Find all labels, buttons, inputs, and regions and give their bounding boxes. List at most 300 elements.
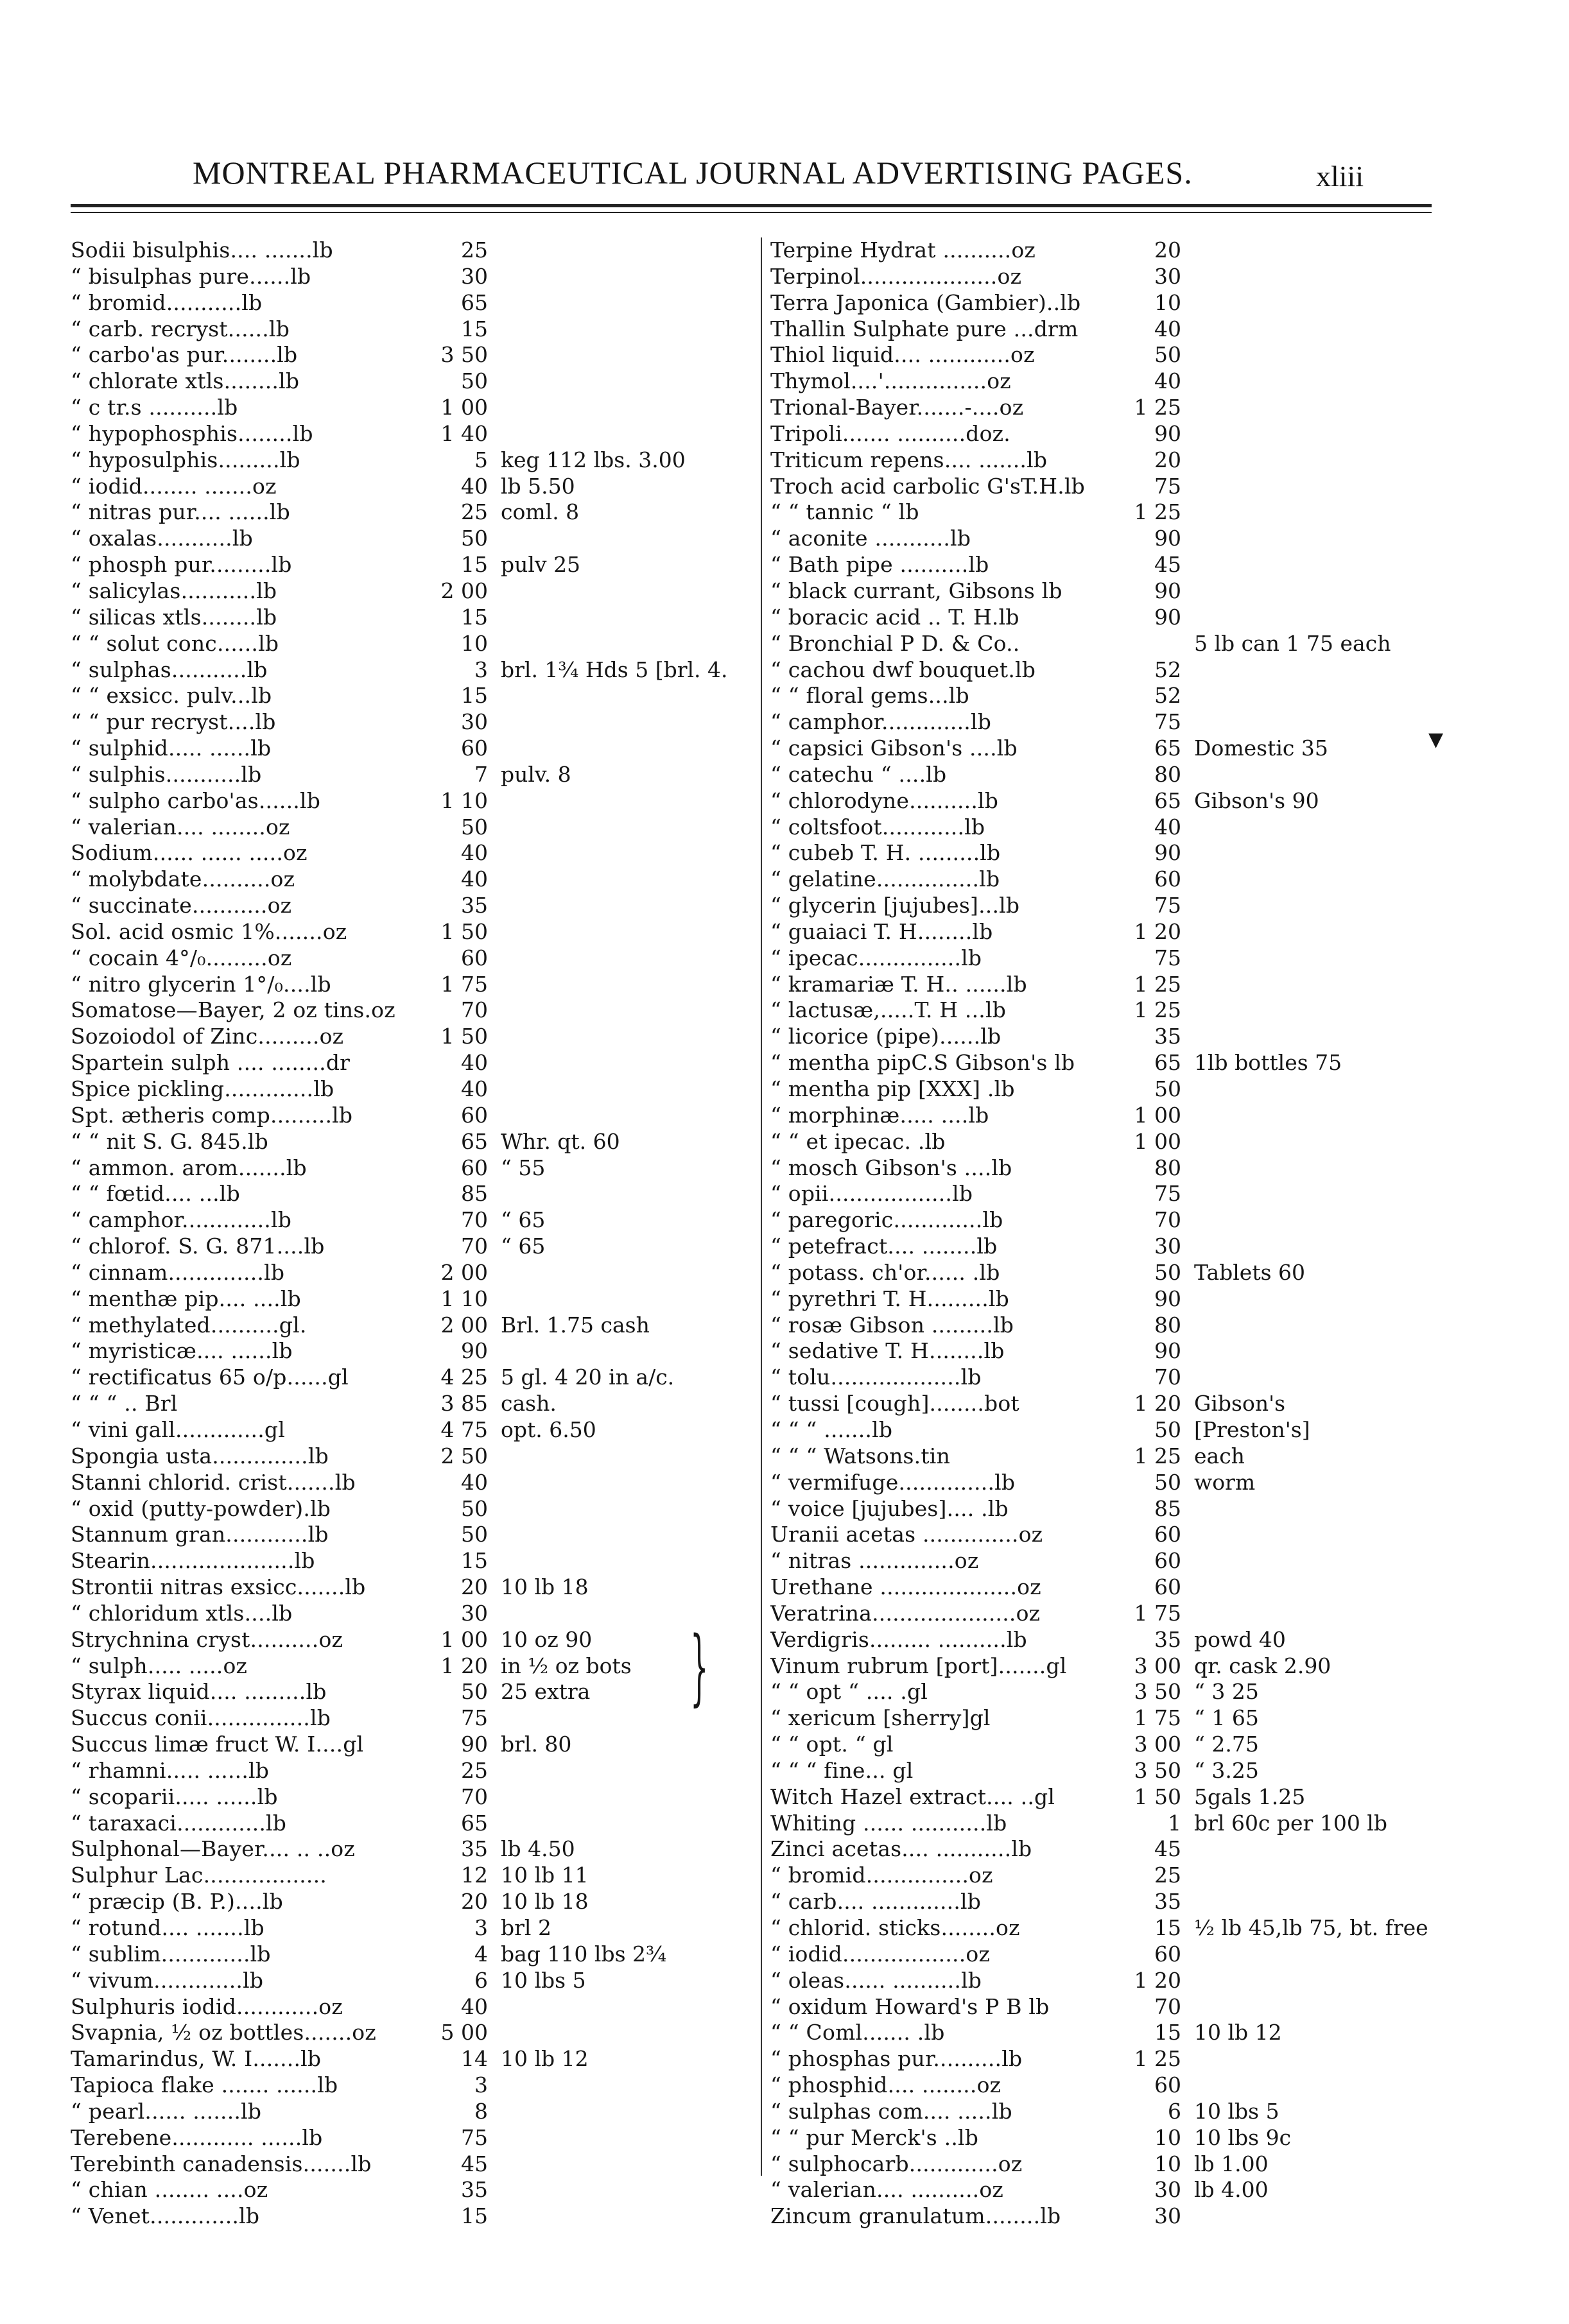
price-list-row	[71, 1574, 770, 1601]
item-price: 1 10	[440, 1286, 488, 1311]
item-price: 15	[461, 552, 488, 578]
price-list-row	[770, 788, 1515, 814]
item-note: keg 112 lbs. 3.00	[501, 447, 686, 472]
item-price: 35	[1154, 1626, 1181, 1652]
price-list-row	[71, 474, 770, 500]
price-list-row	[71, 2151, 770, 2178]
price-list-row	[71, 1705, 770, 1732]
price-list-row	[770, 1836, 1515, 1863]
item-name: “ nitras pur.... ......lb	[71, 499, 290, 525]
item-name: Svapnia, ½ oz bottles.......oz	[71, 2020, 376, 2045]
item-name: Sulphonal—Bayer.... .. ..oz	[71, 1836, 355, 1862]
item-name: Terebinth canadensis.......lb	[71, 2151, 372, 2176]
price-list-row	[71, 1784, 770, 1811]
price-list-row	[71, 1364, 770, 1391]
item-price: 40	[461, 1469, 488, 1495]
price-list-row	[71, 316, 770, 343]
item-note: 10 lb 12	[1194, 2020, 1282, 2045]
item-note: Gibson's	[1194, 1391, 1286, 1416]
item-name: “ mosch Gibson's ....lb	[770, 1155, 1012, 1180]
item-price: 1 25	[1134, 2046, 1181, 2072]
item-note: Tablets 60	[1194, 1259, 1306, 1285]
item-price: 7	[474, 761, 488, 787]
item-price: 1 75	[1134, 1600, 1181, 1626]
price-list-row	[71, 657, 770, 684]
item-note: Gibson's 90	[1194, 788, 1319, 813]
item-price: 65	[1154, 788, 1181, 813]
item-name: “ sulphis...........lb	[71, 761, 262, 787]
item-name: “ iodid........ .......oz	[71, 473, 277, 499]
item-price: 20	[1154, 447, 1181, 472]
price-list-row	[71, 499, 770, 526]
item-price: 1 20	[1134, 1967, 1181, 1993]
item-price: 30	[1154, 263, 1181, 289]
item-note: 10 lb 18	[501, 1574, 589, 1600]
item-name: “ “ opt. “ gl	[770, 1732, 894, 1757]
item-name: Spongia usta..............lb	[71, 1443, 329, 1468]
item-price: 60	[1154, 1941, 1181, 1967]
item-name: “ “ exsicc. pulv...lb	[71, 683, 272, 709]
item-name: “ “ solut conc......lb	[71, 630, 279, 656]
item-price: 60	[461, 1102, 488, 1128]
item-name: “ oxalas...........lb	[71, 526, 253, 551]
item-name: “ cinnam..............lb	[71, 1259, 285, 1285]
item-name: Terpinol....................oz	[770, 263, 1022, 289]
item-price: 15	[461, 316, 488, 341]
item-price: 1 25	[1134, 395, 1181, 420]
item-name: “ “ et ipecac. .lb	[770, 1128, 946, 1154]
item-name: “ “ “ fine... gl	[770, 1757, 914, 1783]
price-list-row	[71, 997, 770, 1024]
item-name: “ c tr.s ..........lb	[71, 395, 238, 420]
price-list-row	[770, 1260, 1515, 1286]
item-name: “ sulph..... .....oz	[71, 1653, 248, 1678]
item-price: 1 25	[1134, 997, 1181, 1023]
item-price: 40	[461, 1993, 488, 2019]
price-list-row	[770, 972, 1515, 998]
price-list-row	[770, 1994, 1515, 2020]
price-list-row	[770, 2151, 1515, 2178]
item-price: 3 85	[440, 1391, 488, 1416]
item-name: “ paregoric.............lb	[770, 1207, 1003, 1233]
price-list-row	[770, 1784, 1515, 1811]
item-name: “ bromid...........lb	[71, 289, 263, 315]
item-name: “ rosæ Gibson .........lb	[770, 1312, 1014, 1338]
item-price: 50	[1154, 1259, 1181, 1285]
price-list-row	[71, 683, 770, 709]
item-name: Whiting ...... ...........lb	[770, 1810, 1007, 1836]
item-price: 1 50	[440, 918, 488, 944]
item-name: “ “ Coml....... .lb	[770, 2020, 945, 2045]
item-name: Veratrina.....................oz	[770, 1600, 1041, 1626]
item-price: 25	[461, 499, 488, 525]
item-price: 85	[461, 1181, 488, 1207]
price-list-row	[770, 1313, 1515, 1339]
item-price: 90	[1154, 604, 1181, 630]
item-note: coml. 8	[501, 499, 580, 525]
price-list-row	[770, 447, 1515, 474]
item-name: “ oleas...... ..........lb	[770, 1967, 982, 1993]
price-list-row	[770, 395, 1515, 421]
item-name: “ sulphas...........lb	[71, 657, 268, 682]
item-price: 1 50	[1134, 1784, 1181, 1809]
price-list-row	[71, 1155, 770, 1182]
item-name: “ silicas xtls........lb	[71, 604, 277, 630]
price-list-row	[71, 1260, 770, 1286]
item-note: pulv. 8	[501, 761, 571, 787]
item-price: 75	[461, 2124, 488, 2150]
price-list-row	[71, 788, 770, 814]
item-price: 25	[461, 1757, 488, 1783]
price-list-row	[770, 1364, 1515, 1391]
item-name: “ chlorate xtls........lb	[71, 368, 300, 394]
price-list-row	[770, 290, 1515, 316]
price-list-row	[71, 866, 770, 893]
item-name: “ cocain 4°/₀.........oz	[71, 945, 292, 970]
item-name: Sulphur Lac..................	[71, 1863, 327, 1888]
item-name: “ iodid..................oz	[770, 1941, 991, 1967]
item-name: “ “ tannic “ lb	[770, 499, 919, 525]
item-name: “ nitro glycerin 1°/₀....lb	[71, 971, 331, 997]
price-list-row	[71, 2072, 770, 2099]
item-price: 1 25	[1134, 499, 1181, 525]
item-name: “ potass. ch'or...... .lb	[770, 1259, 1000, 1285]
item-name: “ hypophosphis........lb	[71, 420, 313, 446]
item-name: “ catechu “ ....lb	[770, 761, 947, 787]
item-name: “ opii..................lb	[770, 1181, 973, 1207]
price-list-row	[770, 1129, 1515, 1155]
item-price: 2 50	[440, 1443, 488, 1468]
price-list-row	[770, 2203, 1515, 2230]
item-name: Uranii acetas ..............oz	[770, 1522, 1043, 1547]
item-name: “ black currant, Gibsons lb	[770, 578, 1062, 603]
price-list-row	[770, 421, 1515, 447]
price-list-row	[71, 1496, 770, 1522]
item-name: Tapioca flake ....... ......lb	[71, 2072, 338, 2098]
item-name: “ cubeb T. H. .........lb	[770, 840, 1001, 866]
page-header-title: MONTREAL PHARMACEUTICAL JOURNAL ADVERTISING PAGES.	[193, 155, 1193, 191]
price-list-row	[770, 1155, 1515, 1182]
item-price: 35	[461, 2177, 488, 2203]
item-name: “ ipecac...............lb	[770, 945, 982, 970]
item-note: lb 1.00	[1194, 2151, 1269, 2176]
item-name: “ Bath pipe ..........lb	[770, 552, 989, 578]
item-name: “ vini gall.............gl	[71, 1416, 286, 1442]
item-note: 5 gl. 4 20 in a/c.	[501, 1364, 675, 1390]
item-name: “ phosph pur.........lb	[71, 552, 292, 578]
item-price: 2 00	[440, 1259, 488, 1285]
price-list-row	[770, 1207, 1515, 1234]
price-list-row	[71, 945, 770, 972]
price-list-row	[770, 578, 1515, 605]
price-list-row	[770, 474, 1515, 500]
item-price: 25	[461, 237, 488, 263]
item-name: Terra Japonica (Gambier)..lb	[770, 289, 1081, 315]
item-name: “ methylated..........gl.	[71, 1312, 307, 1338]
item-name: “ lactusæ,.....T. H ...lb	[770, 997, 1007, 1023]
item-name: Thiol liquid.... ............oz	[770, 342, 1035, 368]
item-price: 60	[1154, 2072, 1181, 2098]
price-list-row	[770, 342, 1515, 368]
item-name: “ chlorid. sticks........oz	[770, 1915, 1020, 1940]
left-price-column	[71, 237, 770, 2230]
item-price: 85	[1154, 1495, 1181, 1521]
item-name: “ valerian.... ..........oz	[770, 2177, 1004, 2203]
price-list-row	[71, 1024, 770, 1050]
item-name: “ Bronchial P D. & Co..	[770, 630, 1020, 656]
item-price: 4 25	[440, 1364, 488, 1390]
price-list-row	[71, 1470, 770, 1496]
item-name: Spice pickling.............lb	[71, 1076, 334, 1101]
item-name: “ taraxaci.............lb	[71, 1810, 287, 1836]
item-price: 50	[461, 814, 488, 839]
item-name: Thymol....'...............oz	[770, 368, 1011, 394]
item-price: 35	[461, 1836, 488, 1862]
item-price: 1 00	[1134, 1102, 1181, 1128]
item-price: 90	[461, 1338, 488, 1364]
price-list-row	[71, 1994, 770, 2020]
item-name: “ “ floral gems...lb	[770, 683, 969, 709]
item-price: 3 50	[1134, 1757, 1181, 1783]
item-note: 10 lbs 5	[1194, 2098, 1279, 2124]
item-price: 65	[461, 1128, 488, 1154]
item-price: 90	[1154, 1338, 1181, 1364]
item-name: Stearin.....................lb	[71, 1548, 315, 1574]
item-name: “ licorice (pipe)......lb	[770, 1024, 1001, 1049]
item-name: “ oxid (putty-powder).lb	[71, 1495, 331, 1521]
item-price: 80	[1154, 761, 1181, 787]
price-list-row	[770, 709, 1515, 736]
item-price: 30	[461, 263, 488, 289]
item-price: 50	[461, 368, 488, 394]
item-note: Brl. 1.75 cash	[501, 1312, 650, 1338]
price-list-row	[71, 1968, 770, 1994]
item-name: “ “ pur Merck's ..lb	[770, 2124, 979, 2150]
item-name: “ xericum [sherry]gl	[770, 1705, 991, 1731]
item-price: 65	[461, 289, 488, 315]
price-list-row	[71, 264, 770, 290]
price-list-row	[770, 945, 1515, 972]
item-price: 40	[461, 1076, 488, 1101]
item-price: 2 00	[440, 1312, 488, 1338]
price-list-row	[71, 1181, 770, 1207]
item-name: Sozoiodol of Zinc.........oz	[71, 1024, 344, 1049]
item-name: “ aconite ...........lb	[770, 526, 971, 551]
price-list-row	[71, 1601, 770, 1627]
item-price: 80	[1154, 1155, 1181, 1180]
item-name: “ chlorof. S. G. 871....lb	[71, 1234, 325, 1259]
item-price: 50	[461, 1495, 488, 1521]
item-price: 1 00	[440, 1626, 488, 1652]
item-note: worm	[1194, 1469, 1256, 1495]
item-note: 5gals 1.25	[1194, 1784, 1306, 1809]
item-price: 15	[461, 2203, 488, 2229]
item-price: 90	[1154, 1286, 1181, 1311]
right-brace-mark: }	[690, 1619, 709, 1715]
item-name: “ chloridum xtls....lb	[71, 1600, 293, 1626]
item-price: 40	[461, 473, 488, 499]
item-price: 52	[1154, 657, 1181, 682]
price-list-row	[770, 2177, 1515, 2203]
item-note: 1lb bottles 75	[1194, 1050, 1342, 1076]
item-note: Domestic 35	[1194, 736, 1328, 761]
price-list-row	[770, 1758, 1515, 1784]
item-note: “ 65	[501, 1207, 546, 1233]
item-name: “ sulphid..... ......lb	[71, 736, 272, 761]
item-price: 40	[1154, 368, 1181, 394]
price-list-row	[71, 1811, 770, 1837]
price-list-row	[71, 1050, 770, 1076]
item-note: “ 3.25	[1194, 1757, 1259, 1783]
item-name: “ vermifuge..............lb	[770, 1469, 1016, 1495]
item-name: “ guaiaci T. H........lb	[770, 918, 993, 944]
price-list-row	[71, 893, 770, 919]
item-price: 5	[474, 447, 488, 472]
item-price: 4 75	[440, 1416, 488, 1442]
price-list-row	[71, 1758, 770, 1784]
item-price: 1 20	[440, 1653, 488, 1678]
item-note: 10 oz 90	[501, 1626, 593, 1652]
item-name: “ nitras ..............oz	[770, 1548, 979, 1574]
item-name: “ succinate...........oz	[71, 893, 292, 918]
right-price-column	[770, 237, 1515, 2230]
item-name: “ vivum.............lb	[71, 1967, 264, 1993]
item-name: “ sublim.............lb	[71, 1941, 271, 1967]
price-list-row	[71, 972, 770, 998]
price-list-row	[71, 2099, 770, 2125]
item-price: 90	[1154, 840, 1181, 866]
price-list-row	[770, 2072, 1515, 2099]
item-price: 45	[1154, 552, 1181, 578]
price-list-row	[770, 1811, 1515, 1837]
item-name: “ rotund.... .......lb	[71, 1915, 264, 1940]
item-name: Terebene............ ......lb	[71, 2124, 323, 2150]
item-name: Somatose—Bayer, 2 oz tins.oz	[71, 997, 395, 1023]
price-list-row	[71, 1915, 770, 1941]
item-name: “ capsici Gibson's ....lb	[770, 736, 1018, 761]
item-note: “ 2.75	[1194, 1732, 1259, 1757]
item-note: 10 lbs 5	[501, 1967, 586, 1993]
item-price: 3 50	[1134, 1679, 1181, 1705]
price-list-row	[71, 447, 770, 474]
price-list-row	[770, 814, 1515, 841]
price-list-row	[770, 1391, 1515, 1417]
item-price: 70	[461, 997, 488, 1023]
item-price: 50	[1154, 1076, 1181, 1101]
price-list-row	[770, 736, 1515, 762]
item-name: “ gelatine...............lb	[770, 866, 1000, 892]
price-list-row	[71, 1313, 770, 1339]
item-note: lb 5.50	[501, 473, 575, 499]
item-price: 1 10	[440, 788, 488, 813]
item-note: bag 110 lbs 2¾	[501, 1941, 666, 1967]
item-price: 50	[461, 1522, 488, 1547]
item-name: “ Venet.............lb	[71, 2203, 260, 2229]
item-price: 20	[461, 1889, 488, 1915]
item-price: 1 20	[1134, 1391, 1181, 1416]
item-name: “ voice [jujubes].... .lb	[770, 1495, 1009, 1521]
price-list-row	[71, 1548, 770, 1574]
price-list-row	[71, 1522, 770, 1548]
price-list-row	[770, 893, 1515, 919]
item-price: 1 25	[1134, 971, 1181, 997]
item-name: Tamarindus, W. I.......lb	[71, 2046, 322, 2072]
item-price: 40	[461, 866, 488, 892]
item-note: pulv 25	[501, 552, 581, 578]
item-name: Urethane ....................oz	[770, 1574, 1041, 1600]
item-name: Troch acid carbolic G'sT.H.lb	[770, 473, 1085, 499]
item-name: Trional-Bayer.......-....oz	[770, 395, 1024, 420]
item-note: 5 lb can 1 75 each	[1194, 630, 1391, 656]
item-note: each	[1194, 1443, 1245, 1468]
price-list-row	[770, 1601, 1515, 1627]
price-list-row	[71, 1076, 770, 1103]
item-price: 70	[461, 1207, 488, 1233]
item-price: 35	[1154, 1889, 1181, 1915]
item-note: “ 1 65	[1194, 1705, 1259, 1731]
price-list-row	[71, 631, 770, 657]
item-name: Succus limæ fruct W. I....gl	[71, 1732, 364, 1757]
price-list-row	[770, 1627, 1515, 1653]
item-name: “ phosphid.... ........oz	[770, 2072, 1001, 2098]
item-price: 60	[1154, 1548, 1181, 1574]
item-price: 4	[474, 1941, 488, 1967]
item-note: powd 40	[1194, 1626, 1286, 1652]
price-list-row	[770, 499, 1515, 526]
item-price: 70	[1154, 1364, 1181, 1390]
item-price: 90	[1154, 578, 1181, 603]
price-list-row	[71, 919, 770, 945]
item-name: Tripoli....... ..........doz.	[770, 420, 1010, 446]
item-name: “ rhamni..... ......lb	[71, 1757, 270, 1783]
item-price: 1 20	[1134, 918, 1181, 944]
item-price: 35	[461, 893, 488, 918]
item-note: “ 65	[501, 1234, 546, 1259]
item-price: 30	[461, 709, 488, 735]
item-price: 25	[1154, 1863, 1181, 1888]
item-name: Sulphuris iodid............oz	[71, 1993, 343, 2019]
item-note: 25 extra	[501, 1679, 591, 1705]
price-list-row	[71, 237, 770, 264]
item-price: 30	[1154, 2177, 1181, 2203]
price-list-row	[770, 1732, 1515, 1758]
item-name: “ rectificatus 65 o/p......gl	[71, 1364, 349, 1390]
item-note: brl 2	[501, 1915, 551, 1940]
price-list-row	[770, 631, 1515, 657]
price-list-row	[71, 1338, 770, 1364]
item-name: Vinum rubrum [port].......gl	[770, 1653, 1067, 1678]
item-name: Stannum gran............lb	[71, 1522, 329, 1547]
item-name: “ petefract.... ........lb	[770, 1234, 998, 1259]
price-list-row	[770, 1522, 1515, 1548]
price-list-row	[71, 1732, 770, 1758]
item-price: 3 00	[1134, 1653, 1181, 1678]
item-note: 10 lb 11	[501, 1863, 589, 1888]
price-list-row	[71, 736, 770, 762]
item-price: 3 50	[440, 342, 488, 368]
item-price: 75	[1154, 473, 1181, 499]
item-note: qr. cask 2.90	[1194, 1653, 1331, 1678]
price-list-row	[71, 605, 770, 631]
item-price: 90	[1154, 420, 1181, 446]
item-name: “ sulpho carbo'as......lb	[71, 788, 321, 813]
price-list-row	[770, 1076, 1515, 1103]
item-price: 10	[461, 630, 488, 656]
price-list-row	[71, 840, 770, 866]
price-list-row	[71, 578, 770, 605]
item-price: 35	[1154, 1024, 1181, 1049]
item-price: 6	[1168, 2098, 1181, 2124]
